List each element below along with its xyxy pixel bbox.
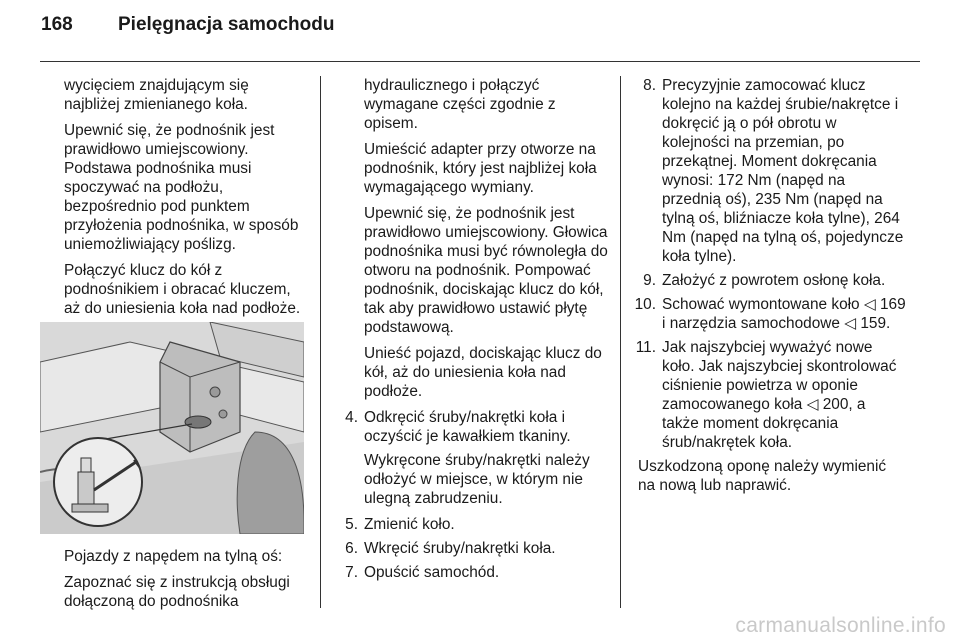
closing-paragraph: Uszkodzoną oponę należy wymienić na nową lub naprawić. <box>638 458 887 494</box>
paragraph: Umieścić adapter przy otworze na podnośnik, który jest najbliżej koła wymagającego wymiany. <box>364 141 597 196</box>
paragraph: Upewnić się, że podnośnik jest prawidłowo umiejscowiony. Podstawa podnośnika musi spoczywać na podłożu, bezpośrednio pod punktem przyłożenia podnośnika, w sposób uniemożliwiający poślizg. <box>64 122 299 253</box>
list-subparagraph: Wykręcone śruby/nakrętki należy odłożyć w miejsce, w którym nie ulegną zabrudzeniu. <box>364 452 590 507</box>
jack-illustration <box>40 322 304 534</box>
list-text: Opuścić samochód. <box>364 564 500 581</box>
paragraph: Upewnić się, że podnośnik jest prawidłowo umiejscowiony. Głowica podnośnika musi być równoległa do otworu na podnośnik. Pompować podnośnik, dociskając klucz do kół, tak aby prawidłowo ustawić płytę podstawową. <box>364 205 608 336</box>
column-2 <box>336 76 610 587</box>
paragraph: hydraulicznego i połączyć wymagane części zgodnie z opisem. <box>364 77 556 132</box>
paragraph: Połączyć klucz do kół z podnośnikiem i obracać kluczem, aż do uniesienia koła nad podłoże. <box>64 262 301 317</box>
list-number: 6. <box>345 540 358 557</box>
list-item <box>620 76 906 266</box>
list-text: Precyzyjnie zamocować klucz kolejno na każdej śrubie/nakrętce i dokręcić ją o pół obrotu w kolejności na przemian, po przekątnej. Moment dokręcania wynosi: 172 Nm (napęd na przednią oś), 235 Nm (napęd na tylną oś, bliźniacze koła tylne), 264 Nm (napęd na tylną oś, pojedyncze koła tylne). <box>662 77 904 265</box>
list-number: 10. <box>634 296 656 313</box>
list-number: 7. <box>345 564 358 581</box>
paragraph: Unieść pojazd, dociskając klucz do kół, aż do uniesienia koła nad podłoże. <box>364 345 602 400</box>
list-text: Założyć z powrotem osłonę koła. <box>662 272 886 289</box>
list-item <box>336 539 610 558</box>
chapter-title: Pielęgnacja samochodu <box>118 14 335 35</box>
caption-text: Zapoznać się z instrukcją obsługi dołączoną do podnośnika <box>64 574 290 610</box>
list-item <box>336 563 610 582</box>
header-divider <box>40 61 920 62</box>
list-item <box>336 408 610 446</box>
list-text: Wkręcić śruby/nakrętki koła. <box>364 540 556 557</box>
page-header <box>0 0 960 62</box>
column-3 <box>620 76 906 502</box>
list-number: 8. <box>643 77 656 94</box>
list-text: Schować wymontowane koło ◁ 169 i narzędzia samochodowe ◁ 159. <box>662 296 906 332</box>
list-number: 11. <box>635 339 656 356</box>
list-text: Zmienić koło. <box>364 516 455 533</box>
caption-title: Pojazdy z napędem na tylną oś: <box>64 548 283 565</box>
list-item <box>620 295 906 333</box>
list-item <box>620 271 906 290</box>
column-divider <box>320 76 321 608</box>
column-1 <box>64 76 306 325</box>
page-number: 168 <box>41 14 73 35</box>
list-text: Jak najszybciej wyważyć nowe koło. Jak najszybciej skontrolować ciśnienie powietrza w oponie zamocowanego koła ◁ 200, a także moment dokręcania śrub/nakrętek koła. <box>662 339 897 451</box>
list-text: Odkręcić śruby/nakrętki koła i oczyścić je kawałkiem tkaniny. <box>364 409 571 445</box>
figure-caption <box>64 547 306 618</box>
list-number: 9. <box>643 272 656 289</box>
list-number: 4. <box>345 409 358 426</box>
list-number: 5. <box>345 516 358 533</box>
watermark: carmanualsonline.info <box>735 614 946 637</box>
list-item <box>620 338 906 452</box>
list-item <box>336 515 610 534</box>
jack-illustration-drawing <box>40 322 304 534</box>
paragraph: wycięciem znajdującym się najbliżej zmienianego koła. <box>64 77 249 113</box>
